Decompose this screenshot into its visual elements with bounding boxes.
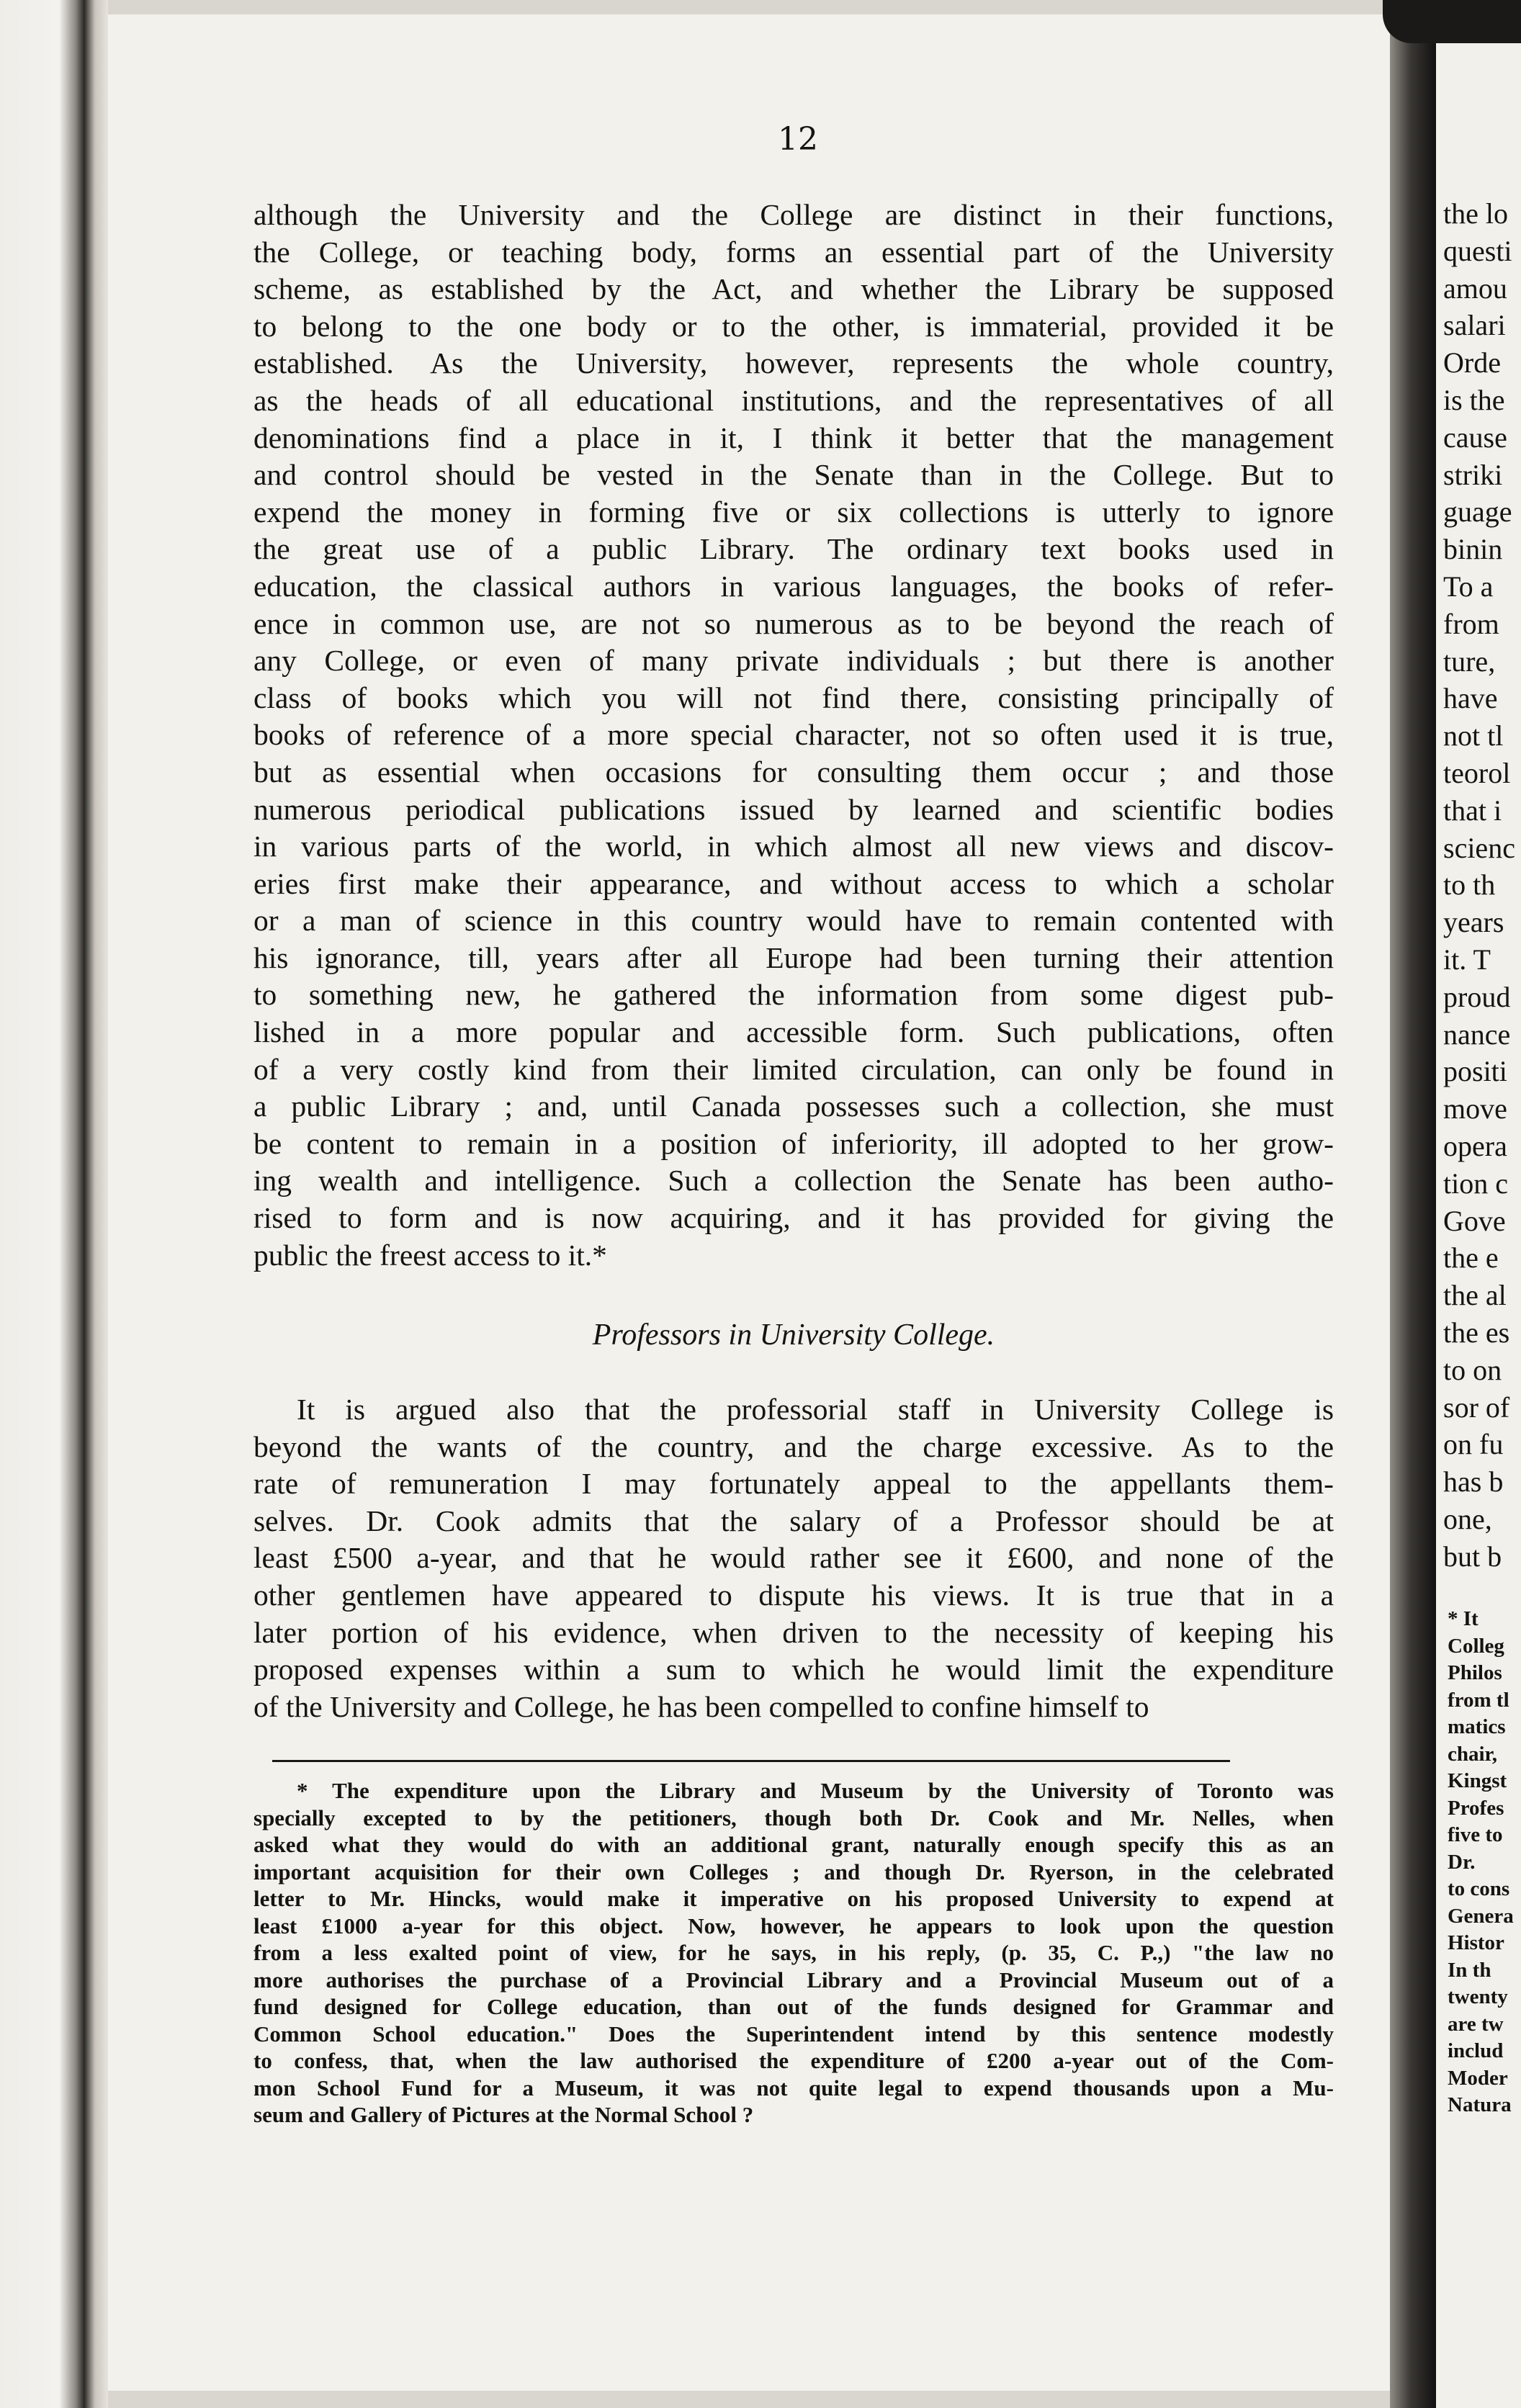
text-line: of a very costly kind from their limited circulation, can only be found in (254, 1052, 1334, 1086)
footnote-line: to confess, that, when the law authorised the expenditure of £200 a-year out of the Com- (254, 2048, 1334, 2073)
footnote-rule (272, 1760, 1230, 1762)
text-line: public the freest access to it.* (254, 1238, 607, 1272)
footnote (254, 1777, 1334, 2129)
facing-page-footnote-line: Colleg (1448, 1634, 1504, 1658)
facing-page-line: on fu (1443, 1428, 1504, 1461)
facing-page-line: to on (1443, 1353, 1502, 1386)
footnote-line: asked what they would do with an additional grant, naturally enough specify this as an (254, 1832, 1334, 1857)
facing-page-footnote-line: from tl (1448, 1688, 1509, 1712)
footnote-line: fund designed for College education, than out of the funds designed for Grammar and (254, 1994, 1334, 2019)
text-line: of the University and College, he has been compelled to confine himself to (254, 1689, 1149, 1723)
facing-page-footnote-line: includ (1448, 2039, 1504, 2062)
text-line: denominations find a place in it, I think it better that the management (254, 421, 1334, 454)
text-line: eries first make their appearance, and without access to which a scholar (254, 866, 1334, 900)
text-line: the College, or teaching body, forms an essential part of the University (254, 235, 1334, 269)
text-line: education, the classical authors in various languages, the books of refer- (254, 569, 1334, 603)
facing-page-line: is the (1443, 384, 1505, 416)
footnote-line: letter to Mr. Hincks, would make it imperative on his proposed University to expend at (254, 1886, 1334, 1911)
text-line: ence in common use, are not so numerous as to be beyond the reach of (254, 606, 1334, 640)
text-line: It is argued also that the professorial staff in University College is (297, 1393, 1334, 1426)
facing-page-line: questi (1443, 234, 1512, 267)
page-corner-shadow (1383, 0, 1521, 43)
facing-page-footnote-line: twenty (1448, 1985, 1508, 2008)
facing-page-line: salari (1443, 309, 1506, 342)
facing-page-footnote-line: matics (1448, 1715, 1506, 1738)
footnote-line: important acquisition for their own Colleges ; and though Dr. Ryerson, in the celebrated (254, 1859, 1334, 1884)
facing-page-footnote-line: Genera (1448, 1904, 1514, 1928)
footnote-line: from a less exalted point of view, for he says, in his reply, (p. 35, C. P.,) "the law no (254, 1940, 1334, 1965)
text-line: numerous periodical publications issued by learned and scientific bodies (254, 792, 1334, 826)
text-line: any College, or even of many private individuals ; but there is another (254, 644, 1334, 678)
facing-page-line: striki (1443, 458, 1503, 491)
page-number: 12 (778, 121, 818, 158)
facing-page-footnote-line: In th (1448, 1958, 1491, 1982)
facing-page-line: the e (1443, 1241, 1499, 1275)
facing-page-line: it. T (1443, 943, 1491, 976)
facing-page-footnote-line: Kingst (1448, 1769, 1507, 1792)
text-line: although the University and the College are distinct in their functions, (254, 198, 1334, 231)
facing-page-footnote-line: chair, (1448, 1742, 1498, 1766)
footnote-line: specially excepted to by the petitioners, though both Dr. Cook and Mr. Nelles, when (254, 1805, 1334, 1830)
footnote-line: Common School education." Does the Superintendent intend by this sentence modestly (254, 2021, 1334, 2047)
facing-page-line: cause (1443, 421, 1507, 454)
text-line: ing wealth and intelligence. Such a collection the Senate has been autho- (254, 1164, 1334, 1198)
text-line: his ignorance, till, years after all Europe had been turning their attention (254, 940, 1334, 974)
text-line: other gentlemen have appeared to dispute his views. It is true that in a (254, 1578, 1334, 1612)
facing-page-line: tion c (1443, 1167, 1508, 1200)
facing-page-line: amou (1443, 271, 1507, 305)
facing-page-line: opera (1443, 1130, 1507, 1162)
facing-page-footnote-line: Natura (1448, 2093, 1512, 2116)
facing-page-footnote-line: Histor (1448, 1931, 1504, 1954)
facing-page-line: scienc (1443, 831, 1515, 864)
facing-page-line: move (1443, 1092, 1507, 1126)
facing-page-line: not tl (1443, 719, 1504, 752)
facing-page-line: Orde (1443, 346, 1501, 379)
facing-page-line: years (1443, 906, 1504, 939)
facing-page-line: the lo (1443, 197, 1508, 230)
facing-page-line: binin (1443, 533, 1503, 566)
facing-page-footnote-line: Dr. (1448, 1850, 1476, 1874)
text-line: expend the money in forming five or six collections is utterly to ignore (254, 495, 1334, 529)
facing-page-line: To a (1443, 570, 1494, 603)
text-line: but as essential when occasions for consulting them occur ; and those (254, 755, 1334, 789)
text-line: lished in a more popular and accessible form. Such publications, often (254, 1015, 1334, 1049)
text-line: and control should be vested in the Senate than in the College. But to (254, 458, 1334, 492)
facing-page-footnote-line: five to (1448, 1823, 1503, 1846)
book-gutter (1390, 0, 1436, 2408)
text-line: the great use of a public Library. The ordinary text books used in (254, 532, 1334, 566)
text-line: to belong to the one body or to the other, is immaterial, provided it be (254, 309, 1334, 343)
facing-page-line: sor of (1443, 1391, 1510, 1424)
facing-page-line: that i (1443, 794, 1502, 827)
text-line: a public Library ; and, until Canada possesses such a collection, she must (254, 1090, 1334, 1123)
text-line: as the heads of all educational institutions, and the representatives of all (254, 383, 1334, 417)
text-line: beyond the wants of the country, and the charge excessive. As to the (254, 1429, 1334, 1463)
footnote-line: seum and Gallery of Pictures at the Normal School ? (254, 2102, 754, 2127)
facing-page-footnote-line: Moder (1448, 2066, 1508, 2090)
text-line: in various parts of the world, in which almost all new views and discov- (254, 830, 1334, 863)
body-paragraph-professors (254, 1391, 1334, 1725)
facing-page-line: the al (1443, 1279, 1507, 1312)
text-line: books of reference of a more special character, not so often used it is true, (254, 718, 1334, 752)
text-line: least £500 a-year, and that he would rather see it £600, and none of the (254, 1541, 1334, 1575)
footnote-line: * The expenditure upon the Library and Museum by the University of Toronto was (297, 1778, 1334, 1803)
facing-page-line: the es (1443, 1316, 1510, 1349)
footnote-line: least £1000 a-year for this object. Now, however, he appears to look upon the question (254, 1913, 1334, 1938)
text-line: rate of remuneration I may fortunately appeal to the appellants them- (254, 1467, 1334, 1501)
facing-page-line: positi (1443, 1055, 1507, 1088)
facing-page-footnote-line: Philos (1448, 1661, 1502, 1684)
footnote-line: mon School Fund for a Museum, it was not quite legal to expend thousands upon a Mu- (254, 2075, 1334, 2101)
facing-page-line: has b (1443, 1465, 1504, 1499)
text-line: or a man of science in this country would have to remain contented with (254, 904, 1334, 938)
section-heading: Professors in University College. (592, 1318, 995, 1352)
facing-page-footnote-line: are tw (1448, 2012, 1504, 2036)
body-paragraph-library (254, 197, 1334, 1274)
text-line: established. As the University, however, represents the whole country, (254, 346, 1334, 380)
text-line: rised to form and is now acquiring, and it has provided for giving the (254, 1201, 1334, 1235)
facing-page-line: guage (1443, 495, 1512, 529)
facing-page-line: to th (1443, 868, 1496, 902)
facing-page-line: Gove (1443, 1204, 1506, 1237)
footnote-line: more authorises the purchase of a Provincial Library and a Provincial Museum out of a (254, 1967, 1334, 1993)
text-line: selves. Dr. Cook admits that the salary of a Professor should be at (254, 1504, 1334, 1537)
text-line: scheme, as established by the Act, and whether the Library be supposed (254, 272, 1334, 306)
facing-page-line: teorol (1443, 757, 1511, 789)
facing-page-line: proud (1443, 980, 1511, 1013)
text-line: later portion of his evidence, when driven to the necessity of keeping his (254, 1615, 1334, 1649)
facing-page-line: but b (1443, 1540, 1502, 1573)
text-line: proposed expenses within a sum to which he would limit the expenditure (254, 1653, 1334, 1686)
facing-page-footnote-line: * It (1448, 1607, 1479, 1630)
facing-page-line: one, (1443, 1503, 1492, 1535)
facing-page-line: have (1443, 682, 1498, 715)
facing-page-line: nance (1443, 1017, 1511, 1051)
facing-page-line: from (1443, 607, 1499, 640)
text-line: be content to remain in a position of inferiority, ill adopted to her grow- (254, 1126, 1334, 1160)
text-line: class of books which you will not find there, consisting principally of (254, 680, 1334, 714)
facing-page-footnote-line: Profes (1448, 1796, 1504, 1820)
scan-left-edge (0, 0, 108, 2408)
text-line: to something new, he gathered the information from some digest pub- (254, 978, 1334, 1012)
facing-page-footnote-line: to cons (1448, 1877, 1510, 1900)
facing-page-line: ture, (1443, 644, 1496, 678)
